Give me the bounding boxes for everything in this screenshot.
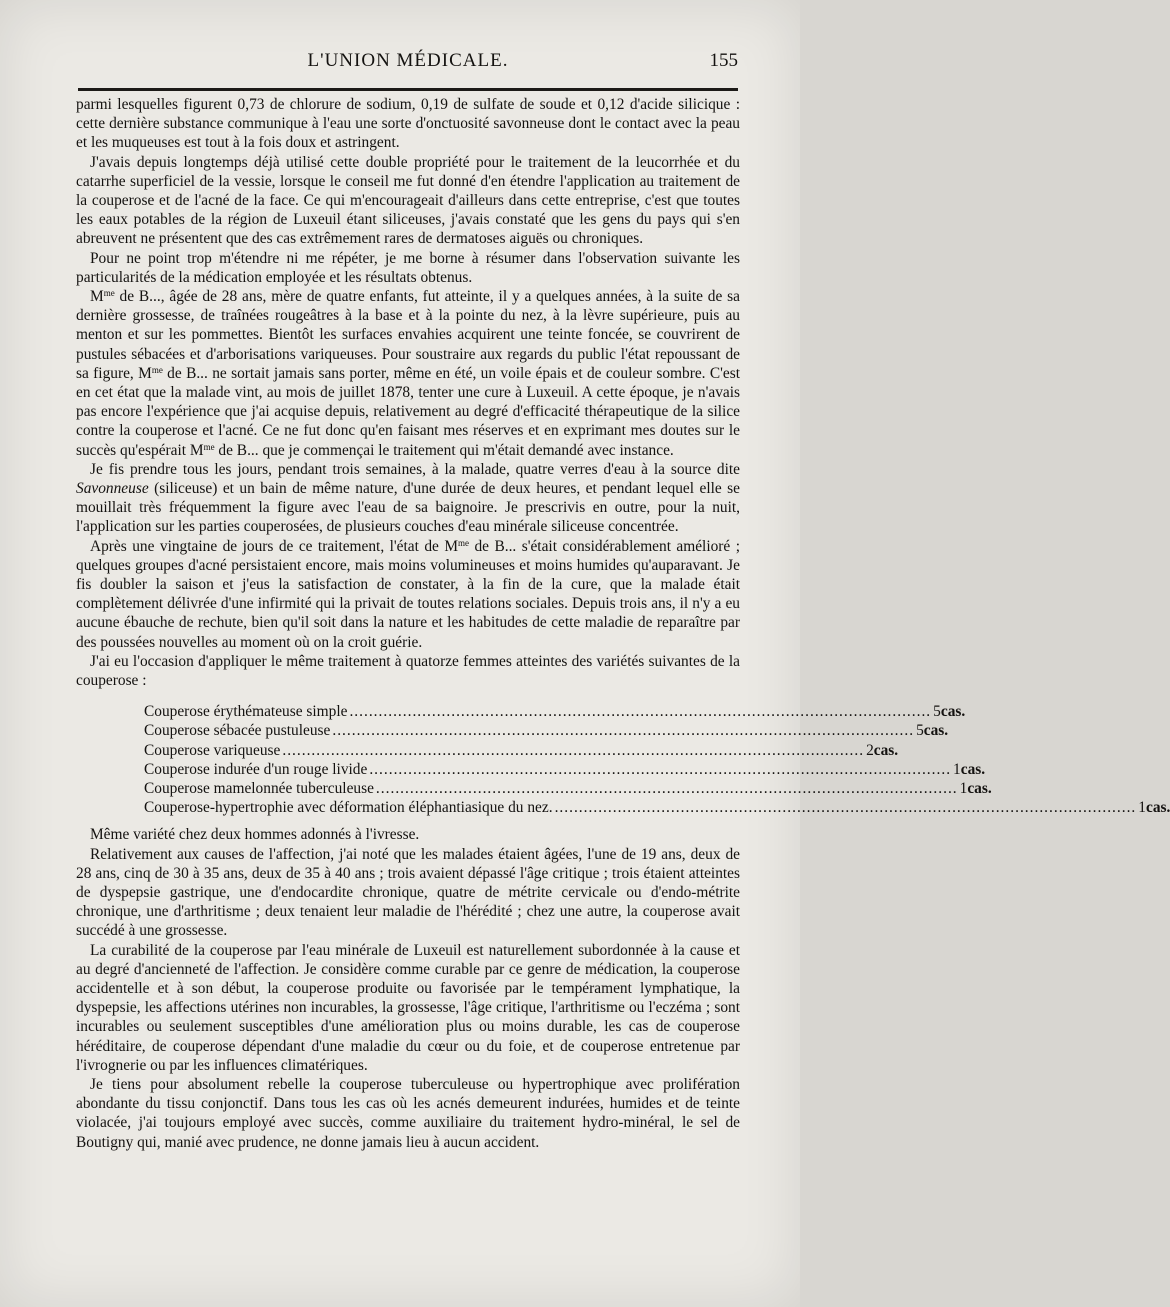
case-count: 5 xyxy=(933,703,941,721)
case-unit: cas. xyxy=(960,760,986,778)
case-label: Couperose mamelonnée tuberculeuse xyxy=(144,780,374,798)
paragraph-5 xyxy=(76,460,740,537)
abbr-madame: M xyxy=(444,537,459,555)
leader-dots: ........................................................................................................................ xyxy=(282,741,865,759)
leader-dots: ........................................................................................................................ xyxy=(349,703,932,721)
page-number: 155 xyxy=(709,50,738,71)
paragraph-2: J'avais depuis longtemps déjà utilisé cette double propriété pour le traitement de la leucorrhée et du catarrhe superficiel de la vessie, lorsque le conseil me fut donné d'en étendre l'application au traitement de la couperose et de l'acné de la face. Ce qui m'encourageait d'ailleurs dans cette entreprise, c'est que toutes les eaux potables de la région de Luxeuil étant siliceuses, j'avais constaté que les gens du pays qui s'en abreuvent ne présentent que des cas extrêmement rares de dermatoses aiguës ou chroniques. xyxy=(76,153,740,248)
case-count: 1 xyxy=(959,780,968,798)
case-label: Couperose sébacée pustuleuse xyxy=(144,722,331,740)
case-row xyxy=(144,741,899,760)
case-row xyxy=(144,798,1170,817)
case-unit: cas. xyxy=(940,703,966,721)
abbr-superscript: me xyxy=(458,537,470,548)
case-label: Couperose indurée d'un rouge livide xyxy=(144,760,368,778)
leader-dots: ........................................................................................................................ xyxy=(554,799,1137,817)
leader-dots: ........................................................................................................................ xyxy=(375,780,958,798)
case-row xyxy=(144,760,986,779)
abbr-madame: M xyxy=(138,364,152,382)
paragraph-6-part-1: Après une vingtaine de jours de ce traitement, l'état de xyxy=(90,537,445,555)
case-label: Couperose-hypertrophie avec déformation éléphantiasique du nez. xyxy=(144,799,553,817)
case-list xyxy=(144,702,1170,817)
abbr-superscript: me xyxy=(103,288,115,299)
case-count: 2 xyxy=(866,741,874,759)
case-count: 5 xyxy=(916,722,924,740)
paragraph-10: La curabilité de la couperose par l'eau minérale de Luxeuil est naturellement subordonnée à la cause et au degré d'ancienneté de l'affection. Je considère comme curable par ce genre de médication, la couperose accidentelle et à son début, la couperose produite ou favorisée par le tempérament lymphatique, la dyspepsie, les affections utérines non incurables, la grossesse, l'âge critique, l'arthritisme ou l'eczéma ; sont incurables ou seulement susceptibles d'une amélioration plus ou moins durable, les cas de couperose héréditaire, de couperose dépendant d'une maladie du cœur ou du foie, et de couperose entretenue par l'ivrognerie ou par les influences climatériques. xyxy=(76,941,740,1074)
paragraph-3: Pour ne point trop m'étendre ni me répéter, je me borne à résumer dans l'observation suivante les particularités de la médication employée et les résultats obtenus. xyxy=(76,249,740,286)
abbr-superscript: me xyxy=(203,441,215,452)
source-name: Savonneuse xyxy=(76,480,149,498)
paragraph-6-part-2: de B... s'était considérablement amélioré ; quelques groupes d'acné persistaient encore, mais moins volumineuses et moins humides qu'auparavant. Je fis doubler la saison et j'eus la satisfaction de constater, à la fin de la cure, que la malade était complètement délivrée d'une infirmité qui la privait de toutes relations sociales. Depuis trois ans, il n'y a eu aucune ébauche de rechute, bien qu'il soit dans la nature et les habitudes de cette maladie de reparaître par des poussées nouvelles au moment où on la croit guérie. xyxy=(76,537,740,651)
paragraph-11: Je tiens pour absolument rebelle la couperose tuberculeuse ou hypertrophique avec prolifération abondante du tissu conjonctif. Dans tous les cas où les acnés demeurent indurées, humides et de teinte violacée, j'ai toujours employé avec succès, comme auxiliaire du traitement hydro-minéral, le sel de Boutigny qui, manié avec prudence, ne donne jamais lieu à aucun accident. xyxy=(76,1076,740,1151)
paragraph-4-part-2: de B... ne sortait jamais sans porter, même en été, un voile épais et de couleur sombre. C'est en cet état que la malade vint, au mois de juillet 1878, tenter une cure à Luxeuil. A cette époque, je n'avais pas encore l'expérience que j'ai acquise depuis, relativement au degré d'efficacité thérapeutique de la silice contre la couperose et l'acné. Ce ne fut donc qu'en faisant mes réserves et en exprimant mes doutes sur le succès qu'espérait xyxy=(76,364,740,459)
paragraph-8: Même variété chez deux hommes adonnés à l'ivresse. xyxy=(90,826,420,844)
paragraph-9: Relativement aux causes de l'affection, j'ai noté que les malades étaient âgées, l'une de 19 ans, deux de 28 ans, cinq de 30 à 35 ans, deux de 35 à 40 ans ; trois avaient dépassé l'âge critique ; trois étaient atteintes de dyspepsie gastrique, une d'endocardite chronique, quatre de métrite cervicale ou d'endo-métrite chronique, une d'arthritisme ; deux tenaient leur maladie de l'hérédité ; chez une autre, la couperose avait succédé à une grossesse. xyxy=(76,845,740,940)
case-row xyxy=(144,702,966,721)
case-unit: cas. xyxy=(873,741,899,759)
paragraph-5-part-1: Je fis prendre tous les jours, pendant trois semaines, à la malade, quatre verres d'eau à la source dite xyxy=(90,460,740,478)
leader-dots: ........................................................................................................................ xyxy=(369,760,952,778)
case-count: 1 xyxy=(953,760,961,778)
case-label: Couperose variqueuse xyxy=(144,741,281,759)
case-row xyxy=(144,779,992,798)
header-rule xyxy=(78,88,738,91)
abbr-madame: M xyxy=(189,441,204,459)
article-body xyxy=(76,95,1170,1152)
paragraph-4-part-3: de B... que je commençai le traitement qui m'était demandé avec instance. xyxy=(214,441,674,459)
case-label: Couperose érythémateuse simple xyxy=(144,703,348,721)
running-header xyxy=(76,50,740,76)
abbr-madame: M xyxy=(90,288,104,306)
case-unit: cas. xyxy=(967,780,992,798)
case-count: 1 xyxy=(1138,799,1146,817)
paragraph-4 xyxy=(76,287,740,460)
case-row xyxy=(144,721,949,740)
case-unit: cas. xyxy=(923,722,949,740)
journal-title: L'UNION MÉDICALE. xyxy=(307,50,509,71)
paragraph-5-part-2: (siliceuse) et un bain de même nature, d'une durée de deux heures, et pendant lequel elle se mouillait très fréquemment la figure avec l'eau de sa baignoire. Je prescrivis en outre, pour la nuit, l'application sur les parties couperosées, de plusieurs couches d'eau minérale siliceuse concentrée. xyxy=(76,480,740,536)
case-unit: cas. xyxy=(1145,799,1170,817)
leader-dots: ........................................................................................................................ xyxy=(332,722,915,740)
paragraph-1: parmi lesquelles figurent 0,73 de chlorure de sodium, 0,19 de sulfate de soude et 0,12 d'acide silicique : cette dernière substance communique à l'eau une sorte d'onctuosité savonneuse dont le contact avec la peau et les muqueuses est tout à la fois doux et astringent. xyxy=(76,96,740,152)
paragraph-4-part-1: de B..., âgée de 28 ans, mère de quatre enfants, fut atteinte, il y a quelques années, à la suite de sa dernière grossesse, de traînées rougeâtres à la base et à la pointe du nez, à la lèvre supérieure, puis au menton et sur les pommettes. Bientôt les surfaces envahies acquirent une teinte foncée, se couvrirent de pustules sébacées et d'arborisations variqueuses. Pour soustraire aux regards du public l'état repoussant de sa figure, xyxy=(76,288,740,382)
abbr-superscript: me xyxy=(151,364,163,375)
paragraph-6 xyxy=(76,537,740,652)
paragraph-7: J'ai eu l'occasion d'appliquer le même traitement à quatorze femmes atteintes des variétés suivantes de la couperose : xyxy=(76,652,740,690)
